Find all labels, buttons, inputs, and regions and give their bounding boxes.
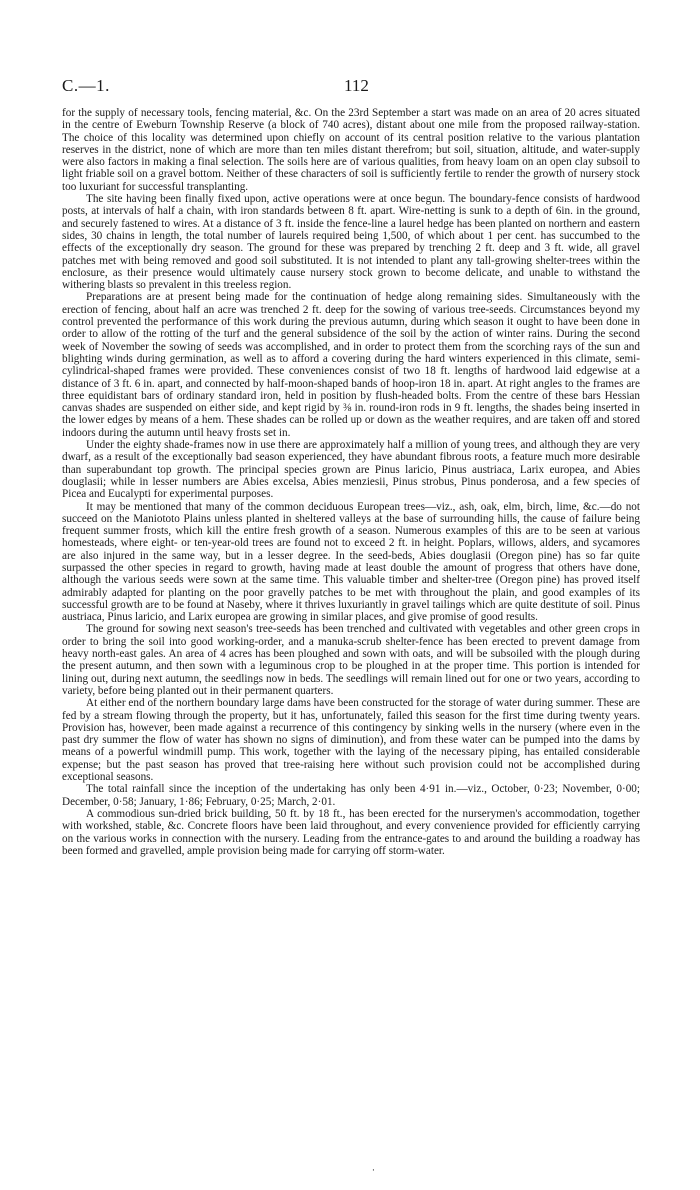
paragraph-rainfall: The total rainfall since the inception of the undertaking has only been 4·91 in.—viz., October, 0·23; November, 0·00; December, 0·58; January, 1·86; February, 0·25; March, 2·01. [62,783,640,808]
body-text [62,107,640,857]
page-header [62,76,638,100]
paragraph-deciduous-trees: It may be mentioned that many of the common deciduous European trees—viz., ash, oak, elm, birch, lime, &c.—do not succeed on the Maniototo Plains unless planted in sheltered valleys at the base of surrounding hills, the cause of failure being frequent summer frosts, which kill the entire fresh growth of a season. Numerous examples of this are to be seen at various homesteads, where eight- or ten-year-old trees are found not to exceed 2 ft. in height. Poplars, willows, alders, and sycamores are also injured in the same way, but in a lesser degree. In the seed-beds, Abies douglasii (Oregon pine) has so far quite surpassed the other species in regard to growth, having made at least double the amount of progress that others have done, although the various seeds were sown at the same time. This valuable timber and shelter-tree (Oregon pine) has proved itself admirably adapted for planting on the poor gravelly patches to be met with throughout the plain, and good examples of its successful growth are to be found at Naseby, where it thrives luxuriantly in gravel tailings which are quite destitute of soil. Pinus austriaca, Pinus laricio, and Larix europea are growing in similar places, and give promise of good results. [62,500,640,624]
paragraph-shade-frames: Under the eighty shade-frames now in use there are approximately half a million of young trees, and although they are very dwarf, as a result of the exceptionally bad season experienced, they have abundant fibrous roots, a feature much more desirable than superabundant top growth. The principal species grown are Pinus laricio, Pinus austriaca, Larix europea, and Abies douglasii; while in lesser numbers are Abies excelsa, Abies menziesii, Pinus strobus, Pinus ponderosa, and a few species of Picea and Eucalypti for experimental purposes. [62,439,640,501]
paragraph-site-fencing: The site having been finally fixed upon, active operations were at once begun. The boundary-fence consists of hardwood posts, at intervals of half a chain, with iron standards between 8 ft. apart. Wire-netting is sunk to a depth of 6in. in the ground, and securely fastened to wires. At a distance of 3 ft. inside the fence-line a laurel hedge has been planted on northern and eastern sides, 30 chains in length, the total number of laurels required being 1,500, of which about 1 per cent. has succumbed to the effects of the exceptionally dry season. The ground for these was prepared by trenching 2 ft. deep and 3 ft. wide, all gravel patches met with being removed and good soil substituted. It is not intended to plant any tall-growing shelter-trees within the enclosure, as their presence would ultimately cause nursery stock grown to become delicate, and unable to withstand the withering blasts so prevalent in this treeless region. [62,193,640,292]
paragraph-continuation: for the supply of necessary tools, fencing material, &c. On the 23rd September a start was made on an area of 20 acres situated in the centre of Eweburn Township Reserve (a block of 740 acres), distant about one mile from the proposed railway-station. The choice of this locality was determined upon chiefly on account of its central position relative to the various plantation reserves in the district, none of which are more than ten miles distant therefrom; but soil, situation, altitude, and water-supply were also factors in making a final selection. The soils here are of various qualities, from heavy loam on an open clay subsoil to light friable soil on a gravel bottom. Neither of these characters of soil is sufficiently fertile to render the growth of nursery stock too luxuriant for successful transplanting. [62,107,640,193]
paragraph-next-season: The ground for sowing next season's tree-seeds has been trenched and cultivated with vegetables and other green crops in order to bring the soil into good working-order, and a manuka-scrub shelter-fence has been erected to prevent damage from heavy north-east gales. An area of 4 acres has been ploughed and sown with oats, and will be subsoiled with the plough during the present autumn, and then sown with a leguminous crop to be ploughed in at the proper time. This portion is intended for lining out, during next autumn, the seedlings now in beds. The seedlings will remain lined out for one or two years, according to variety, before being planted out in their permanent quarters. [62,623,640,697]
paragraph-seed-sowing: Preparations are at present being made for the continuation of hedge along remaining sides. Simultaneously with the erection of fencing, about half an acre was trenched 2 ft. deep for the sowing of various tree-seeds. Circumstances beyond my control prevented the performance of this work during the previous autumn, during which season it ought to have been done in order to allow of the rotting of the turf and the general subsidence of the soil by the action of winter rains. During the second week of November the sowing of seeds was accomplished, and in order to protect them from the scorching rays of the sun and blighting winds during germination, as well as to afford a covering during the hard winters experienced in this climate, semi-cylindrical-shaped frames were provided. These conveniences consist of two 18 ft. lengths of hardwood laid edgewise at a distance of 3 ft. 6 in. apart, and connected by half-moon-shaped bands of hoop-iron 18 in. apart. At right angles to the frames are three equidistant bars of ordinary standard iron, held in position by flush-headed bolts. From the centre of these bars Hessian canvas shades are suspended on either side, and kept rigid by ⅜ in. round-iron rods in 9 ft. lengths, the shades being inserted in the lower edges by means of a hem. These shades can be rolled up or down as the weather requires, and are taken off and stored indoors during the autumn until heavy frosts set in. [62,291,640,439]
page-dot-mark: · [372,1166,375,1176]
page-number: 112 [344,76,369,95]
paragraph-water-storage: At either end of the northern boundary large dams have been constructed for the storage of water during summer. These are fed by a stream flowing through the property, but it has, unfortunately, failed this season for the first time during twenty years. Provision has, however, been made against a recurrence of this contingency by sinking wells in the nursery (where even in the past dry summer the flow of water has shown no signs of diminution), and from these water can be pumped into the dams by means of a powerful windmill pump. This work, together with the laying of the necessary piping, has entailed considerable expense; but the past season has proved that tree-raising here without such provision could not be accomplished during exceptional seasons. [62,697,640,784]
paragraph-building: A commodious sun-dried brick building, 50 ft. by 18 ft., has been erected for the nurserymen's accommodation, together with workshed, stable, &c. Concrete floors have been laid throughout, and every convenience provided for efficiently carrying on the various works in connection with the nursery. Leading from the entrance-gates to and around the building a roadway has been formed and gravelled, ample provision being made for carrying off storm-water. [62,807,640,857]
document-reference: C.—1. [62,76,110,95]
